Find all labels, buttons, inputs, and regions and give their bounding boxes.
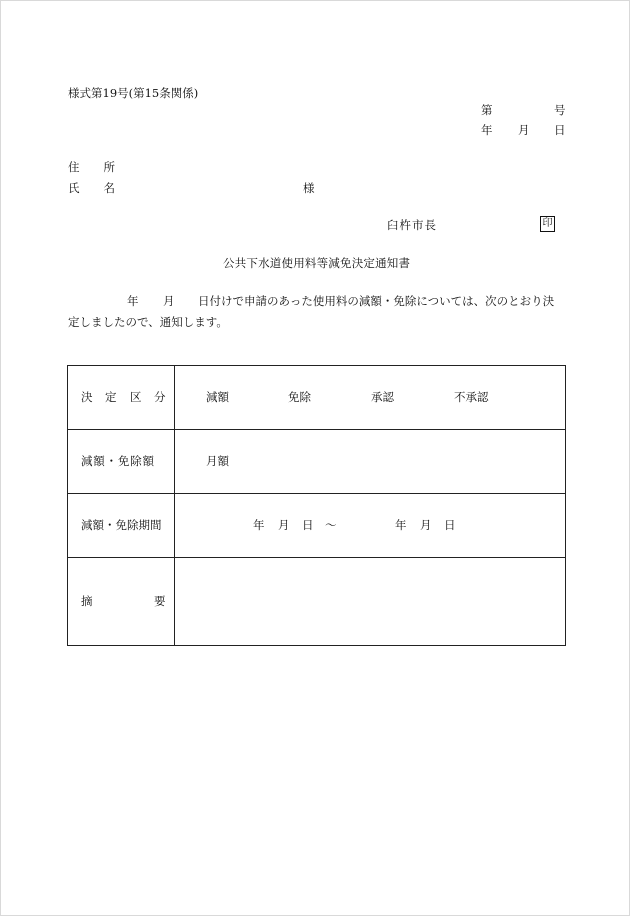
- address-label-char: 所: [103, 160, 115, 174]
- label-char: 要: [154, 594, 166, 608]
- label-char: 決: [81, 390, 93, 404]
- date-day-label: 日: [554, 123, 566, 137]
- decision-table: [67, 365, 566, 646]
- body-text-line2: 定しましたので、通知します。: [68, 315, 228, 329]
- period-end-day: 日: [444, 518, 456, 532]
- period-separator: 〜: [325, 518, 337, 532]
- label-cell: [68, 494, 175, 558]
- body-text-line1: 日付けで申請のあった使用料の減額・免除については、次のとおり決: [198, 294, 555, 308]
- document-title: 公共下水道使用料等減免決定通知書: [223, 256, 411, 270]
- doc-number-prefix: 第: [481, 103, 493, 117]
- label-char: 分: [154, 390, 166, 404]
- option-exemption: 免除: [288, 390, 311, 404]
- name-label-char: 氏: [68, 181, 80, 195]
- table-row-decision-type: [68, 366, 566, 430]
- period-end-month: 月: [420, 518, 432, 532]
- period-start-month: 月: [278, 518, 290, 532]
- remarks-cell: [175, 558, 566, 646]
- period-end-year: 年: [395, 518, 407, 532]
- label-cell: [68, 558, 175, 646]
- label-text: 減額・免除期間: [81, 518, 162, 532]
- address-label-char: 住: [68, 160, 80, 174]
- option-not-approved: 不承認: [454, 390, 489, 404]
- table-row-period: [68, 494, 566, 558]
- period-start-year: 年: [253, 518, 265, 532]
- body-month-label: 月: [163, 294, 175, 308]
- seal-stamp: 印: [540, 216, 555, 232]
- label-text: 減額・免除額: [81, 454, 155, 468]
- name-label: [68, 181, 115, 195]
- label-char: 定: [105, 390, 117, 404]
- table-row-remarks: [68, 558, 566, 646]
- issuer-title: 臼杵市長: [387, 218, 437, 232]
- date-year-label: 年: [481, 123, 493, 137]
- period-start-day: 日: [302, 518, 314, 532]
- monthly-amount-label: 月額: [206, 454, 229, 468]
- table-row-amount: [68, 430, 566, 494]
- value-cell: [175, 366, 566, 430]
- label-cell: [68, 430, 175, 494]
- address-label: [68, 160, 115, 174]
- value-cell: [175, 430, 566, 494]
- body-year-label: 年: [127, 294, 139, 308]
- form-number: 様式第19号(第15条関係): [68, 86, 199, 100]
- label-char: 摘: [81, 594, 93, 608]
- label-cell: [68, 366, 175, 430]
- doc-number-suffix: 号: [554, 103, 566, 117]
- label-char: 区: [130, 390, 142, 404]
- option-reduction: 減額: [206, 390, 229, 404]
- honorific: 様: [303, 181, 315, 195]
- date-month-label: 月: [518, 123, 530, 137]
- name-label-char: 名: [103, 181, 115, 195]
- value-cell: [175, 494, 566, 558]
- option-approved: 承認: [371, 390, 394, 404]
